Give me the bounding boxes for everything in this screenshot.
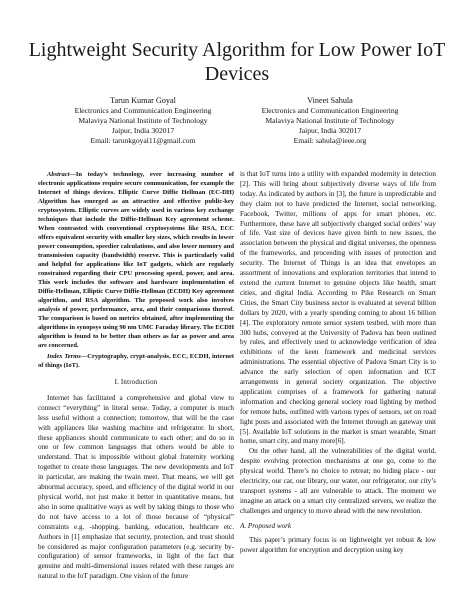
abstract xyxy=(38,170,234,350)
abstract-text: —In today’s technology, ever increasing number of electronic applications require secure communication, for example the Internet of things devices. Elliptic Curve Diffie Hellman (EC-DH) Algorithm has emerged as an attractive and effective public-key cryptosystem. Elliptic curves are widely used in various key exchange techniques that include the Diffie-Hellman Key agreement scheme. When contrasted with conventional cryptosystems like RSA, ECC offers equivalent security with smaller key sizes, which results in lower power consumption, speedier calculations, and also lower memory and transmission capacity (bandwidth) reserve. This is particularly valid and helpful for applications like IoT gadgets, which are regularly constrained regarding their CPU processing speed, power, and area. This work includes the software and hardware implementation of Diffie-Hellman, Elliptic Curve Diffie-Hellman (ECDH) Key agreement algorithm, and RSA algorithm. The proposed work also involves analysis of power, performance, area, and their comparisons thereof. The comparison is based on metrics obtained, after implementing the algorithms in synopsys using 90 nm UMC Faraday library. The ECDH algorithm is found to be better than others as far as power and area are concerned. xyxy=(38,171,234,349)
author-city: Jaipur, India 302017 xyxy=(111,126,175,135)
index-terms xyxy=(38,352,234,370)
intro-paragraph-2: is that IoT turns into a utility with expanded modernity in detection [2]. This will bring about subjectively diverse ways of life from today. As indicated by authors in [3], the future is unpredictable and they claim not to have predicted the Internet, social networking, Facebook, Twitter, millions of apps for smart phones, etc. Furthermore, these have all subjectively changed social orders’ way of life. Vast size of devices have given birth to new issues, the association between the physical and digital universes, the openness of the frameworks, and proceeding with issues of protection and security. The Internet of Things is an idea that envelopes an assortment of innovations and exploration territories that intend to extend the current Internet to genuine objects like health, smart cities, and digital India. According to Pike Research on Smart Cities, the Smart City business sector is evaluated at several billion dollars by 2020, with a yearly spending coming to about 16 billion [4]. The exploratory remote sensor system testbed, with more than 300 hubs, conveyed at the University of Padova has been outlined by rules, and effectively used to acknowledge verification of idea exhibitions of the keen framework and medicinal services administrations. The essential objective of Padova Smart City is to advance the early selection of open information and ICT arrangements in general society organization. The objective application comprises of a framework for gathering natural information and checking general society road lighting by method for remote hubs, outfitted with various types of sensors, set on road light posts and associated with the Internet through an gateway unit [5]. Available IoT solutions in the market is smart wearable, Smart home, smart city, and many more[6]. xyxy=(240,170,436,446)
left-column xyxy=(38,170,234,582)
author-name: Vineet Sahula xyxy=(307,96,353,105)
author-department: Electronics and Communication Engineering xyxy=(74,106,212,115)
index-terms-lead: Index Terms xyxy=(47,353,81,360)
index-terms-text: —Cryptography, crypt-analysis, ECC, ECDH, internet of things (IoT). xyxy=(38,353,235,369)
author-block-1 xyxy=(43,96,243,146)
abstract-lead: Abstract xyxy=(47,171,70,178)
intro-paragraph-1: Internet has facilitated a comprehensive and global view to connect “everything” in literal sense. Today, a computer is much less useful without a connection; tomorrow, that will be the case with appliances like washing machine and refrigerator. In short, these appliances should communicate to each other; and do so in one or few common languages that others would be able to understand. That is impossible without global fraternity working together to create those languages. The new developments and IoT in particular, are making the twain meet. That means, we will get abnormal accuracy, speed, and efficiency of the digital world in our physical world, not just make it better in quantitative means, but also in some qualitative ways as well by taking things to those who do not have access to a lot of those because of “physical” constraints e.g. -shopping, banking, education, healthcare etc. Authors in [1] emphasize that security, protection, and trust should be considered as major configuration parameters (e.g. security by-configuration) of sensor frameworks, in light of the fact that genuine and multi-dimensional issues related with these ranges are natural to the IoT paradigm. One vision of the future xyxy=(38,393,234,581)
proposed-work-paragraph: This paper’s primary focus is on lightweight yet robust & low power algorithm for encryption and decryption using key xyxy=(240,535,436,554)
paper-title: Lightweight Security Algorithm for Low Power IoT Devices xyxy=(28,39,446,85)
author-institute: Malaviya National Institute of Technology xyxy=(265,116,395,125)
section-heading-introduction: I. Introduction xyxy=(114,379,158,386)
author-name: Tarun Kumar Goyal xyxy=(110,96,176,105)
author-department: Electronics and Communication Engineering xyxy=(261,106,399,115)
author-city: Jaipur, India 302017 xyxy=(298,126,362,135)
subsection-heading-proposed-work: A. Proposed work xyxy=(240,521,292,530)
author-email: Email: sahula@ieee.org xyxy=(293,136,367,145)
right-column xyxy=(240,170,436,555)
author-institute: Malaviya National Institute of Technology xyxy=(78,116,208,125)
author-block-2 xyxy=(230,96,430,146)
author-email: Email: tarunkgoyal11@gmail.com xyxy=(90,136,196,145)
intro-paragraph-3: On the other hand, all the vulnerabilities of the digital world, despite evolving protection mechanisms at one go, come to the physical world. There’s no choice to retreat; no hiding place - our electricity, our car, our library, our water, our refrigerator, our city’s transport systems - all are vulnerable to attack. The moment we imagine an attack on a smart city centralized servers, we realize the challenges and urgency to move ahead with the new revolution. xyxy=(240,447,436,515)
